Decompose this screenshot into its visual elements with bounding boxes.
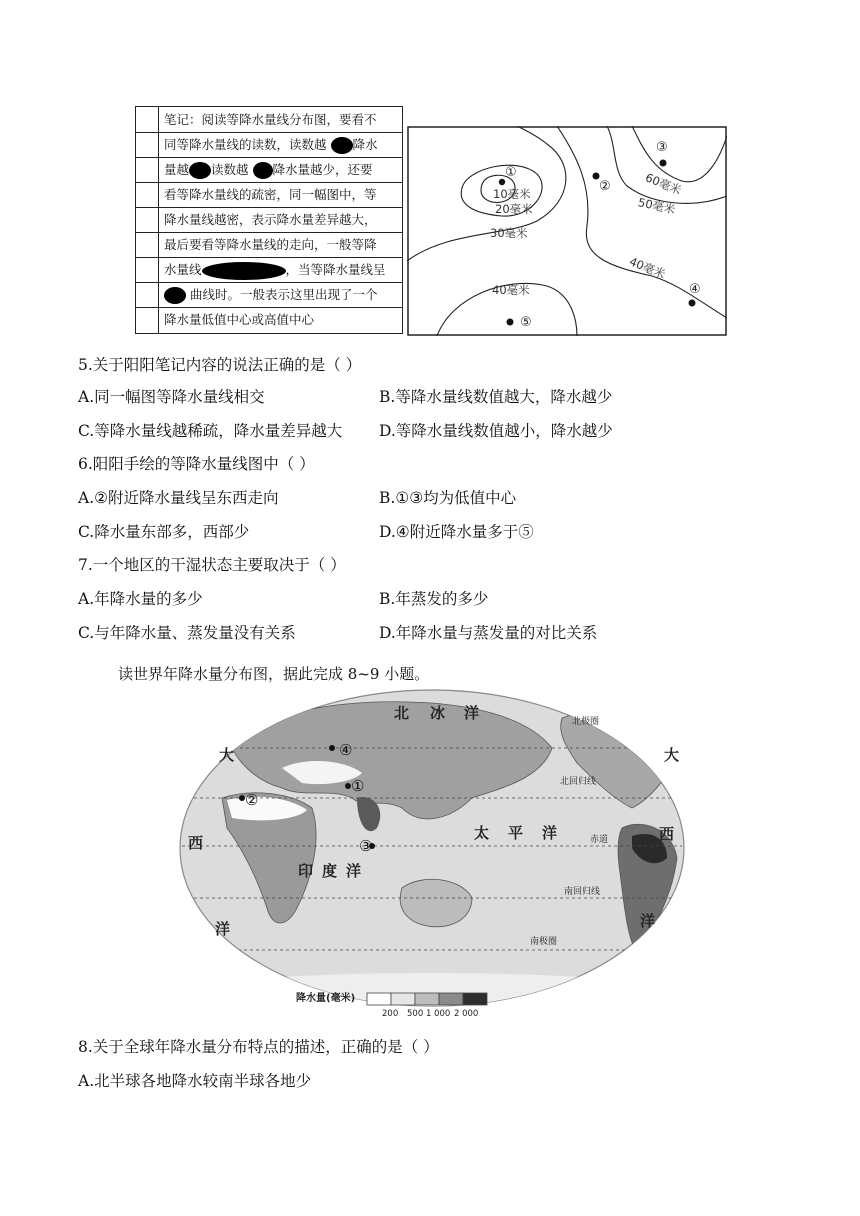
tropic-cancer-label: 北回归线 [560,777,597,787]
q7-option-d: D.年降水量与蒸发量的对比关系 [379,624,598,642]
note-text: 同等降水量线的读数，读数越 [164,137,327,152]
label-20mm: 20毫米 [495,202,533,216]
q6-stem: 6.阳阳手绘的等降水量线图中（ ） [78,455,315,473]
tropic-capricorn-label: 南回归线 [564,887,601,897]
note-line-3 [136,157,402,183]
note-line-1 [136,107,402,133]
legend-title: 降水量(毫米) [296,993,356,1004]
q5-stem: 5.关于阳阳笔记内容的说法正确的是（ ） [78,356,362,374]
note-text: 降水量越少，还要 [272,162,373,177]
note-line-2 [136,132,402,158]
note-line-6 [136,232,402,258]
label-10mm: 10毫米 [493,187,531,201]
note-line-4 [136,182,402,208]
note-line-7 [136,257,402,283]
label-60mm: 60毫米 [643,170,684,198]
q5-option-d: D.等降水量线数值越小，降水越少 [379,422,613,440]
ocean-char: 洋 [346,862,362,880]
map-point-3: ③ [359,837,373,855]
legend-tick: 500 [407,1009,424,1019]
ocean-char: 大 [664,746,680,764]
label-30mm: 30毫米 [490,226,528,240]
q6-option-d: D.④附近降水量多于⑤ [379,523,534,541]
map-point-1: ① [351,777,365,795]
note-text: 水量线 [164,262,202,277]
ocean-char: 洋 [542,824,558,842]
point-4: ④ [689,282,701,297]
q7-stem: 7.一个地区的干湿状态主要取决于（ ） [78,556,346,574]
q5-option-c: C.等降水量线越稀疏，降水量差异越大 [78,422,343,440]
q7-option-b: B.年蒸发的多少 [379,590,489,608]
equator-label: 赤道 [590,835,609,845]
isohyet-map [407,126,727,336]
ink-blot [189,162,211,179]
ocean-char: 太 [474,824,490,842]
ocean-char: 冰 [430,704,446,722]
ocean-char: 印 [298,862,314,880]
legend-tick: 1 000 [426,1009,451,1019]
note-text: 量越 [164,162,190,177]
antarctic-circle-label: 南极圈 [530,937,558,947]
note-text: 最后要看等降水量线的走向，一般等降 [164,237,377,252]
q8-option-a: A.北半球各地降水较南半球各地少 [78,1072,312,1090]
note-text: 降水 [352,137,378,152]
note-text: ，当等降水量线呈 [285,262,386,277]
note-line-5 [136,207,402,233]
note-text: 降水量低值中心或高值中心 [164,312,315,327]
ocean-char: 平 [508,824,524,842]
legend-tick: 2 000 [454,1009,479,1019]
note-text: 读数越 [211,162,249,177]
q7-option-a: A.年降水量的多少 [78,590,203,608]
q6-option-a: A.②附近降水量线呈东西走向 [78,489,279,507]
ocean-char: 大 [219,746,235,764]
notebook-notes [135,106,403,334]
note-text: 降水量线越密，表示降水量差异越大， [164,212,377,227]
map-point-2: ② [245,791,259,809]
legend-tick: 200 [382,1009,399,1019]
point-5: ⑤ [520,315,532,330]
note-text: 看等降水量线的疏密，同一幅图中，等 [164,187,377,202]
label-50mm: 50毫米 [636,195,677,217]
point-3: ③ [656,140,668,155]
map-frame [408,127,726,335]
ink-blot [331,137,353,154]
ink-blot [253,162,273,179]
note-text: 笔记：阅读等降水量线分布图，要看不 [164,112,377,127]
note-line-9 [136,307,402,332]
world-precipitation-map [172,688,692,1020]
ocean-char: 洋 [215,920,231,938]
point-1: ① [505,165,517,180]
note-line-8 [136,282,402,308]
ocean-char: 北 [394,704,410,722]
australia-landmass [400,879,472,927]
ink-blot [164,287,186,304]
q8-stem: 8.关于全球年降水量分布特点的描述，正确的是（ ） [78,1038,439,1056]
q6-option-b: B.①③均为低值中心 [379,489,517,507]
ink-blot [202,262,286,280]
ocean-char: 洋 [464,704,480,722]
ocean-char: 西 [188,834,204,852]
label-40mm-south: 40毫米 [492,283,530,297]
ocean-char: 西 [659,825,675,843]
q5-option-a: A.同一幅图等降水量线相交 [78,388,265,406]
q7-option-c: C.与年降水量、蒸发量没有关系 [78,624,296,642]
arctic-circle-label: 北极圈 [572,717,600,727]
section-intro: 读世界年降水量分布图，据此完成 8~9 小题。 [118,665,430,683]
map-point-4: ④ [339,741,353,759]
ocean-char: 洋 [640,912,656,930]
precipitation-legend [296,991,487,1019]
q5-option-b: B.等降水量线数值越大，降水越少 [379,388,613,406]
label-40mm-east: 40毫米 [627,254,668,282]
point-2: ② [599,179,611,194]
q6-option-c: C.降水量东部多，西部少 [78,523,250,541]
note-text: 曲线时。一般表示这里出现了一个 [189,287,378,302]
ocean-char: 度 [322,862,338,880]
